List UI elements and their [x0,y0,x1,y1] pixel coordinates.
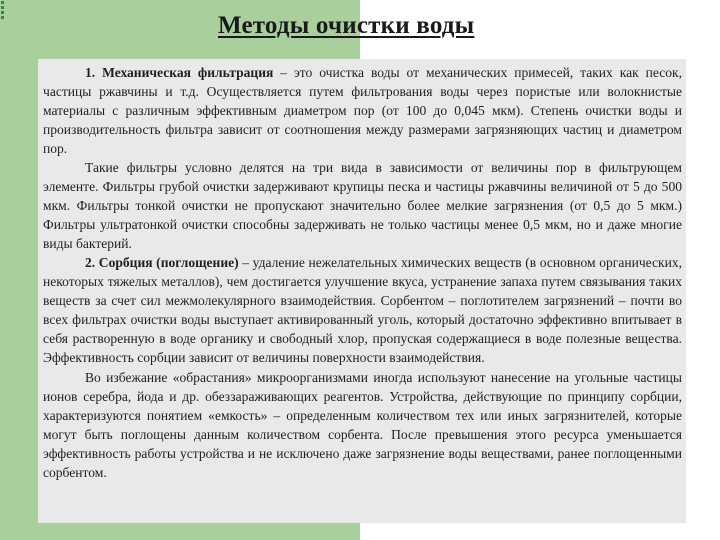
text-body [38,59,686,523]
section-heading-sorption: Сорбция (поглощение) [98,255,239,271]
paragraph-text: Во избежание «обрастания» микроорганизмами иногда используют нанесение на угольные частицы ионов серебра, йода и др. обеззараживающих реагентов. Устройства, действующие по принципу сорбции, характеризуются понятием «емкость» – определенным количеством тех или иных загрязнителей, которые могут быть поглощены данным количеством сорбента. После превышения этого ресурса уменьшается эффективность работы устройства и не исключено даже загрязнение воды веществами, ранее поглощенными сорбентом. [43,369,682,480]
section-heading-mechanical-filtration: Механическая фильтрация [102,65,274,80]
paragraph-text: Такие фильтры условно делятся на три вида в зависимости от величины пор в фильтрующем элементе. Фильтры грубой очистки задерживают крупицы песка и частицы ржавчины величиной от 5 до 500 мкм. Фильтры тонкой очистки не пропускают значительно более мелкие загрязнения (от 0,5 до 5 мкм.) Фильтры ультратонкой очистки способны задерживать не только частицы менее 0,5 мкм, но и даже многие виды бактерий. [43,160,682,252]
paragraph-text: – это очистка воды от механических примесей, таких как песок, частицы ржавчины и т.д. Осуществляется путем фильтрования воды через пористые или волокнистые материалы с различным эффективным диаметром пор (от 100 до 0,045 мкм). Степень очистки воды и производительность фильтра зависит от соотношения между размерами загрязняющих частиц и диаметром пор. [43,65,682,157]
paragraph-fouling-prevention [43,368,682,482]
paragraph-text: – удаление нежелательных химических веществ (в основном органических, некоторых тяжелых металлов), чем достигается улучшение вкуса, устранение запаха путем связывания таких веществ за счет сил межмолекулярного взаимодействия. Сорбентом – поглотителем загрязнений – почти во всех фильтрах очистки воды выступает активированный уголь, который достаточно эффективно впитывает в себя растворенную в воде органику и свободный хлор, пропуская содержащиеся в воде полезные вещества. Эффективность сорбции зависит от величины поверхности взаимодействия. [43,255,683,366]
paragraph-filter-types [43,158,682,253]
paragraph-mechanical-filtration [43,63,682,158]
corner-handle-icon [1,1,5,19]
section-number: 2. [85,255,96,271]
page-title: Методы очистки воды [218,12,475,39]
paragraph-sorption [43,253,682,367]
section-number: 1. [85,65,96,80]
